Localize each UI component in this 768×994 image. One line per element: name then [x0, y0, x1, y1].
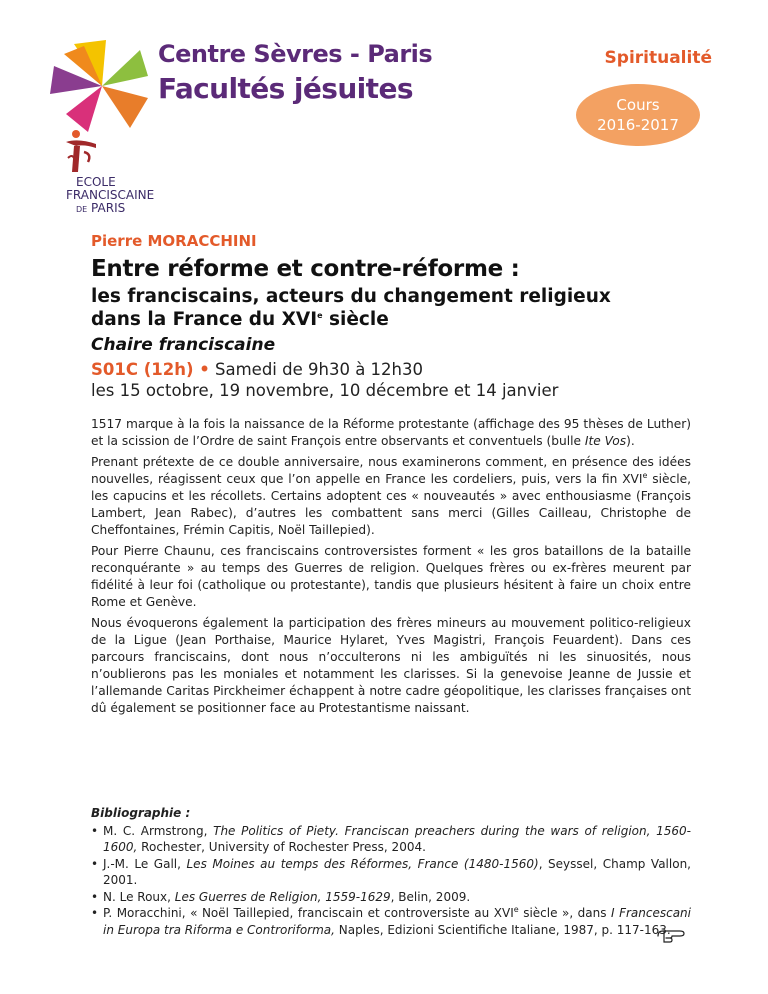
ecole-franciscaine-logo — [66, 176, 154, 216]
course-subtitle-line2: dans la France du XVI — [91, 309, 318, 330]
pinwheel-logo-icon — [44, 36, 154, 136]
bibliography-title: Bibliographie : — [91, 806, 191, 820]
franciscan-tau-icon — [62, 128, 102, 178]
efp-line1: ECOLE — [76, 175, 116, 189]
cours-label: Cours — [616, 96, 660, 114]
efp-line3: PARIS — [91, 201, 126, 215]
bibliography-item: • J.-M. Le Gall, Les Moines au temps des Réformes, France (1480-1560), Seyssel, Champ Vallon, 2001. — [91, 856, 691, 889]
paragraph-4: Nous évoquerons également la participation des frères mineurs au mouvement politico-religieux de la Ligue (Jean Porthaise, Maurice Hylaret, Yves Magistri, François Feuardent). Dans ces parcours franciscains, dont nous n’occulterons ni les ambiguïtés ni les sinuosités, nous n’oublierons pas les moniales et notamment les clarisses. Si la genevoise Jeanne de Jussie et l’allemande Caritas Pirckheimer échappent à notre cadre géopolitique, les clarisses françaises ont dû également se positionner face au Protestantisme naissant. — [91, 616, 691, 715]
course-subtitle-line1: les franciscains, acteurs du changement religieux — [91, 286, 611, 307]
bibliography-item: • P. Moracchini, « Noël Taillepied, franciscain et controversiste au XVIe siècle », dans I Francescani in Europa tra Riforma e Controriforma, Naples, Edizioni Scientifiche Italiane, 1987, p. 117-163. — [91, 905, 691, 938]
cours-badge — [576, 84, 700, 146]
author-name: Pierre MORACCHINI — [91, 232, 257, 250]
pointing-hand-icon — [656, 926, 686, 944]
superscript-e: e — [317, 310, 323, 320]
course-description — [91, 416, 691, 721]
course-title: Entre réforme et contre-réforme : — [91, 256, 520, 282]
category-label: Spiritualité — [604, 48, 712, 68]
brand-subtitle: Facultés jésuites — [158, 72, 413, 105]
course-dates: les 15 octobre, 19 novembre, 10 décembre et 14 janvier — [91, 381, 559, 400]
course-time: Samedi de 9h30 à 12h30 — [209, 360, 424, 379]
bibliography — [91, 805, 691, 938]
paragraph-2: Prenant prétexte de ce double anniversaire, nous examinerons comment, en présence des idées nouvelles, réagissent ceux que l’on appelle en France les cordeliers, puis, vers la fin XVIe siècle, les capucins et les récollets. Certains adoptent ces « nouveautés » avec enthousiasme (François Lambert, Jean Rabec), d’autres les combattent sans merci (Gilles Cailleau, Christophe de Cheffontaines, Frémin Capitis, Noël Taillepied). — [91, 455, 691, 537]
efp-line2: FRANCISCAINE — [66, 188, 155, 202]
cours-year: 2016-2017 — [597, 116, 679, 134]
bibliography-item: • N. Le Roux, Les Guerres de Religion, 1559-1629, Belin, 2009. — [91, 889, 691, 906]
chaire-label: Chaire franciscaine — [91, 335, 276, 355]
schedule — [91, 359, 558, 401]
course-subtitle — [91, 285, 691, 331]
brand-name: Centre Sèvres - Paris — [158, 40, 433, 68]
efp-de: DE — [76, 205, 88, 214]
course-subtitle-end: siècle — [322, 309, 389, 330]
paragraph-3: Pour Pierre Chaunu, ces franciscains controversistes forment « les gros bataillons de la bataille reconquérante » au temps des Guerres de religion. Quelques frères ou ex-frères meurent par fidélité à leur foi (catholique ou protestante), tandis que plusieurs hésitent à faire un choix entre Rome et Genève. — [91, 544, 691, 609]
bibliography-item: • M. C. Armstrong, The Politics of Piety. Franciscan preachers during the wars of religion, 1560-1600, Rochester, University of Rochester Press, 2004. — [91, 823, 691, 856]
course-code: S01C (12h) • — [91, 360, 210, 379]
paragraph-1: 1517 marque à la fois la naissance de la Réforme protestante (affichage des 95 thèses de Luther) et la scission de l’Ordre de saint François entre observants et conventuels (bulle Ite Vos). — [91, 417, 691, 448]
